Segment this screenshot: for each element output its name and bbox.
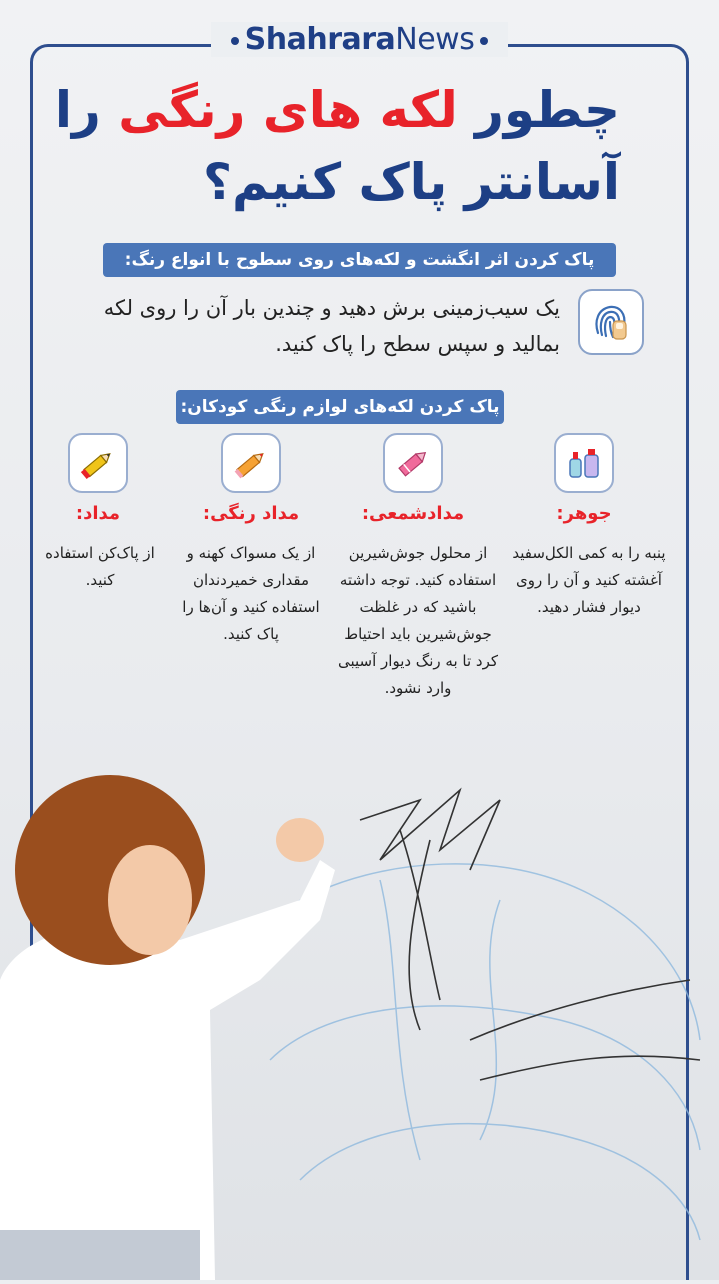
item-title-pencil: مداد:: [75, 503, 121, 524]
fingerprint-icon: [578, 289, 644, 355]
item-title-ink: جوهر:: [556, 503, 612, 524]
page-title: چطور لکه های رنگی را آسانتر پاک کنیم؟: [54, 81, 620, 211]
crayon-icon: [383, 433, 443, 493]
section-heading-fingerprint: پاک کردن اثر انگشت و لکه‌های روی سطوح با انواع رنگ:: [103, 243, 616, 277]
pencil-icon: [68, 433, 128, 493]
item-text-pencil: از پاک‌کن استفاده کنید.: [45, 544, 155, 589]
site-logo: ShahraraNews: [0, 22, 719, 57]
child-drawing-illustration: [0, 760, 719, 1280]
colored-pencil-icon: [221, 433, 281, 493]
item-text-ink: پنبه را به کمی الکل‌سفید آغشته کنید و آن را روی دیوار فشار دهید.: [512, 544, 666, 616]
item-text-crayon: از محلول جوش‌شیرین استفاده کنید. توجه داشته باشید که در غلظت جوش‌شیرین باید احتیاط کرد تا به رنگ دیوار آسیبی وارد نشود.: [337, 544, 499, 697]
item-title-colored-pencil: مداد رنگی:: [202, 503, 300, 524]
ink-bottles-icon: [554, 433, 614, 493]
fingerprint-instructions: یک سیب‌زمینی برش دهید و چندین بار آن را روی لکه بمالید و سپس سطح را پاک کنید.: [103, 296, 560, 356]
item-title-crayon: مدادشمعی:: [361, 503, 465, 524]
section-heading-kids-paint: پاک کردن لکه‌های لوازم رنگی کودکان:: [176, 390, 504, 424]
item-text-colored-pencil: از یک مسواک کهنه و مقداری خمیردندان استفاده کنید و آن‌ها را پاک کنید.: [182, 544, 320, 643]
